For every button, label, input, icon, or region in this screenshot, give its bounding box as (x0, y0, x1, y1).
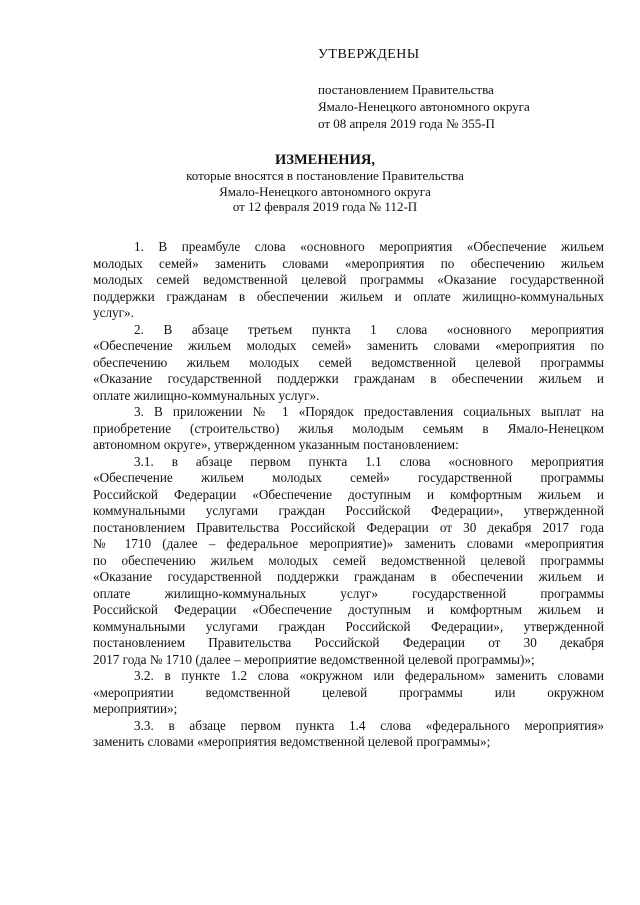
text-line: 2017 года № 1710 (далее – мероприятие ведомственной целевой программы)»; (93, 651, 535, 667)
text-line: автономном округе», утвержденном указанным постановлением: (93, 437, 459, 452)
text-line: «Обеспечение жильем молодых семей» государственной программы (93, 470, 604, 485)
paragraph-3 (93, 404, 604, 454)
paragraph-1 (93, 239, 604, 322)
heading-title: ИЗМЕНЕНИЯ, (275, 152, 375, 168)
paragraph-3-2 (93, 668, 604, 718)
text-line: «Оказание государственной поддержки гражданам в обеспечении жильем и (93, 371, 604, 386)
text-line: 3. В приложении № 1 «Порядок предоставления социальных выплат на (134, 404, 604, 419)
text-line: обеспечению жильем молодых семей ведомственной целевой программы (93, 354, 604, 370)
paragraph-2 (93, 322, 604, 405)
heading-line: от 12 февраля 2019 года № 112-П (232, 199, 418, 214)
text-line: оплате жилищно-коммунальных услуг». (93, 387, 320, 403)
text-line: поддержки гражданам в обеспечении жильем и оплате жилищно-коммунальных (93, 288, 604, 304)
text-line: 3.1. в абзаце первом пункта 1.1 слова «основного мероприятия (134, 453, 604, 469)
text-line: мероприятии»; (93, 701, 178, 716)
text-line: «Обеспечение жильем молодых семей» заменить словами «мероприятия по (93, 338, 604, 353)
heading-line: Ямало-Ненецкого автономного округа (219, 183, 431, 199)
text-line: 3.3. в абзаце первом пункта 1.4 слова «федерального мероприятия» (134, 717, 604, 733)
text-line: оплате жилищно-коммунальных услуг» государственной программы (93, 585, 604, 601)
text-line: услуг». (93, 305, 134, 320)
text-line: 2. В абзаце третьем пункта 1 слова «основного мероприятия (134, 321, 604, 337)
approval-block (318, 46, 618, 132)
text-line: Российской Федерации «Обеспечение доступным и комфортным жильем и (93, 602, 604, 617)
text-line: приобретение (строительство) жилья молодым семьям в Ямало-Ненецком (93, 420, 604, 436)
paragraph-3-3 (93, 718, 604, 751)
text-line: № 1710 (далее – федеральное мероприятие)» заменить словами «мероприятия (93, 536, 604, 551)
text-line: 3.2. в пункте 1.2 слова «окружном или федеральном» заменить словами (134, 668, 604, 683)
approval-line: Ямало-Ненецкого автономного округа (318, 99, 530, 114)
text-line: по обеспечению жильем молодых семей ведомственной целевой программы (93, 552, 604, 568)
text-line: коммунальными услугами граждан Российской Федерации», утвержденной (93, 618, 604, 634)
text-line: Российской Федерации «Обеспечение доступным и комфортным жильем и (93, 486, 604, 502)
paragraph-3-1 (93, 454, 604, 669)
approval-line: постановлением Правительства (318, 82, 494, 97)
text-line: постановлением Правительства Российской Федерации от 30 декабря 2017 года (93, 519, 604, 535)
text-line: 1. В преамбуле слова «основного мероприятия «Обеспечение жильем (134, 239, 604, 254)
document-heading (80, 152, 570, 215)
heading-line: которые вносятся в постановление Правительства (186, 168, 464, 183)
document-body (93, 239, 604, 751)
text-line: постановлением Правительства Российской Федерации от 30 декабря (93, 635, 604, 650)
text-line: «Оказание государственной поддержки гражданам в обеспечении жильем и (93, 569, 604, 584)
text-line: «мероприятии ведомственной целевой программы или окружном (93, 684, 604, 700)
text-line: коммунальными услугами граждан Российской Федерации», утвержденной (93, 503, 604, 518)
text-line: заменить словами «мероприятия ведомственной целевой программы»; (93, 734, 491, 749)
text-line: молодых семей ведомственной целевой программы «Оказание государственной (93, 272, 604, 287)
approval-title: УТВЕРЖДЕНЫ (318, 47, 420, 62)
text-line: молодых семей» заменить словами «мероприятия по обеспечению жильем (93, 255, 604, 271)
approval-line: от 08 апреля 2019 года № 355-П (318, 116, 495, 131)
